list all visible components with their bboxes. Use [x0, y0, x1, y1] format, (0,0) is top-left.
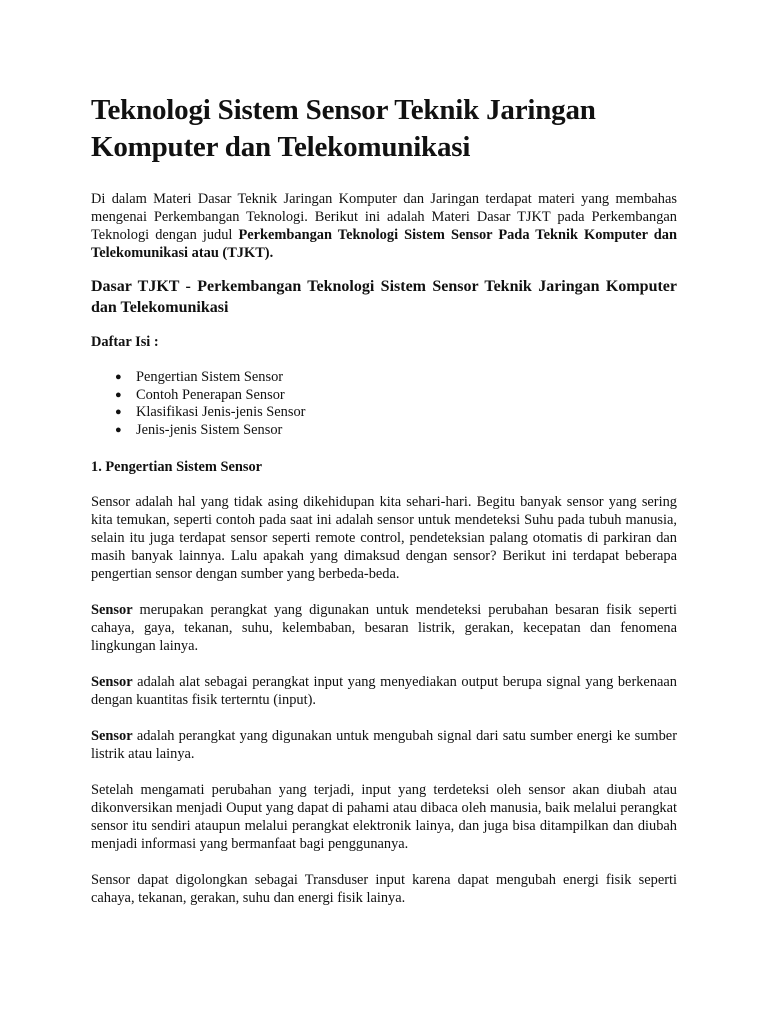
toc-item-label: Klasifikasi Jenis-jenis Sensor — [136, 404, 306, 420]
toc-item — [115, 404, 677, 422]
intro-paragraph — [91, 190, 677, 262]
definition-paragraph — [91, 727, 677, 763]
bullet-icon: ● — [115, 406, 122, 418]
definition-paragraph — [91, 673, 677, 709]
toc-item-label: Jenis-jenis Sistem Sensor — [136, 421, 283, 438]
definition-text: adalah perangkat yang digunakan untuk mengubah signal dari satu sumber energi ke sumber listrik atau lainya. — [91, 728, 677, 762]
definition-term: Sensor — [91, 602, 133, 618]
definition-text: adalah alat sebagai perangkat input yang menyediakan output berupa signal yang berkenaan dengan kuantitas fisik terterntu (input). — [91, 674, 677, 708]
section-heading: 1. Pengertian Sistem Sensor — [91, 459, 263, 475]
toc-item — [115, 421, 677, 440]
body-paragraph: Setelah mengamati perubahan yang terjadi, input yang terdeteksi oleh sensor akan diubah atau dikonversikan menjadi Ouput yang dapat di pahami atau dibaca oleh manusia, baik melalui perangkat sensor itu sendiri ataupun melalui perangkat elektronik lainya, dan juga bisa ditampilkan dan diubah menjadi informasi yang bermanfaat bagi penggunanya. — [91, 782, 677, 852]
definition-text: merupakan perangkat yang digunakan untuk mendeteksi perubahan besaran fisik seperti cahaya, gaya, tekanan, suhu, kelembaban, besaran listrik, gerakan, kecepatan dan fenomena lingkungan lainya. — [91, 602, 677, 654]
body-paragraph: Sensor dapat digolongkan sebagai Transduser input karena dapat mengubah energi fisik seperti cahaya, tekanan, gerakan, suhu dan energi fisik lainya. — [91, 872, 677, 906]
definition-term: Sensor — [91, 674, 133, 690]
toc-item — [115, 386, 677, 405]
toc-heading: Daftar Isi : — [91, 334, 159, 350]
definition-paragraph — [91, 601, 677, 655]
toc-item-label: Contoh Penerapan Sensor — [136, 386, 285, 403]
bullet-icon: ● — [115, 388, 122, 401]
document-title: Teknologi Sistem Sensor Teknik Jaringan Komputer dan Telekomunikasi — [91, 94, 596, 163]
intro-bold-text: Perkembangan Teknologi Sistem Sensor Pada Teknik Komputer dan Telekomunikasi atau (TJKT). — [91, 227, 677, 261]
bullet-icon: ● — [115, 371, 122, 383]
intro-text: Di dalam Materi Dasar Teknik Jaringan Komputer dan Jaringan terdapat materi yang membahas mengenai Perkembangan Teknologi. Berikut ini adalah Materi Dasar TJKT pada Perkembangan Teknologi dengan judul — [91, 191, 677, 243]
document-subtitle: Dasar TJKT - Perkembangan Teknologi Sistem Sensor Teknik Jaringan Komputer dan Telekomunikasi — [91, 278, 677, 316]
toc-item-label: Pengertian Sistem Sensor — [136, 369, 284, 385]
table-of-contents — [91, 369, 677, 439]
body-paragraph: Sensor adalah hal yang tidak asing dikehidupan kita sehari-hari. Begitu banyak sensor yang sering kita temukan, seperti contoh pada saat ini adalah sensor untuk mendeteksi Suhu pada tubuh manusia, selain itu juga terdapat sensor seperti remote control, pendeteksian palang otomatis di parkiran dan masih banyak lainnya. Lalu apakah yang dimaksud dengan sensor? Berikut ini terdapat beberapa pengertian sensor dengan sumber yang berbeda-beda. — [91, 494, 677, 582]
bullet-icon: ● — [115, 423, 122, 436]
toc-item — [115, 369, 677, 387]
definition-term: Sensor — [91, 728, 133, 744]
